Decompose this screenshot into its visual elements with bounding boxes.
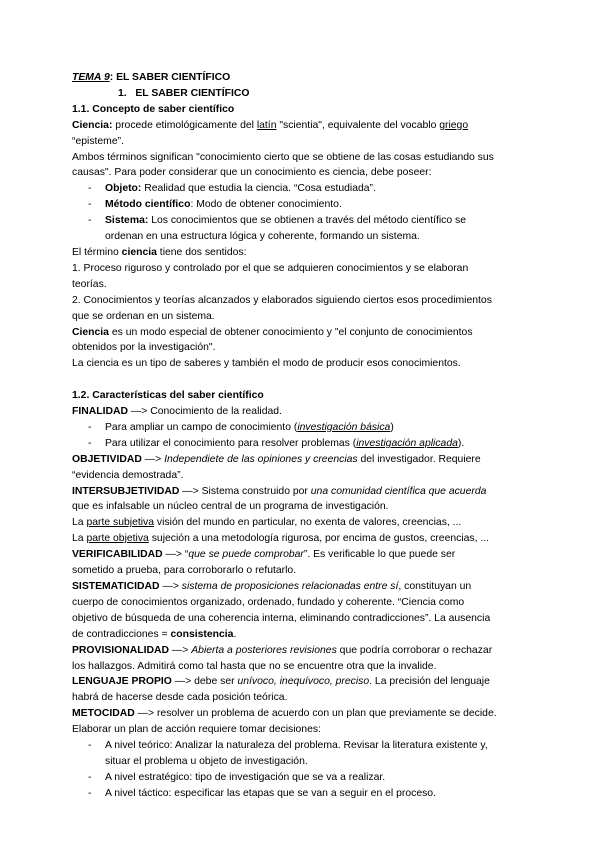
provisionalidad-cont: los hallazgos. Admitirá como tal hasta que no se encuentre otra que la invalide. [72,660,437,672]
verificabilidad-line [72,547,534,563]
bullet-dash: - [88,787,92,799]
section-1-heading [72,86,534,102]
sist-a: —> [159,580,182,592]
document-title [72,70,534,86]
finalidad-bullet-1 [72,420,534,436]
sist-b: , constituyan un [398,580,472,592]
lenguaje-line [72,674,534,690]
section-1-label: EL SABER CIENTÍFICO [135,87,250,99]
bullet-dash: - [88,215,92,227]
metocidad-bullet-1-cont: situar el problema u objeto de investigación. [105,755,308,767]
ciencia-label: Ciencia: [72,119,113,131]
ciencia-text-b: "scientia", equivalente del vocablo [276,119,440,131]
pobj-u: parte objetiva [86,533,149,545]
document-page [72,70,534,802]
griego-word: griego [439,119,469,131]
section-1-number: 1. [118,87,127,99]
bullet-text: Los conocimientos que se obtienen a través del método científico se [148,215,467,227]
bullet-dash: - [88,437,92,449]
psubj-b: visión del mundo en particular, no exenta de valores, creencias, ... [154,517,462,529]
modo-line-1 [72,325,534,341]
obj-rest: del investigador. Requiere [357,453,481,465]
sistematicidad-line-3: objetivo de búsqueda de una coherencia interna, eliminando contradicciones”. La ausencia [72,612,491,624]
sist-4a: de contradicciones = [72,628,171,640]
sentido-1-line-1: 1. Proceso riguroso y controlado por el que se adquieren conocimientos y se elaboran [72,262,469,274]
provisionalidad-line [72,643,534,659]
bullet-text: : Modo de obtener conocimiento. [190,199,342,211]
verif-em: que se puede comprobar [188,549,304,561]
leng-label: LENGUAJE PROPIO [72,676,172,688]
modo-label: Ciencia [72,326,109,338]
psubj-a: La [72,517,87,529]
ambos-line-1: Ambos términos significan "conocimiento cierto que se obtiene de las cosas estudiando sus [72,151,494,163]
bullet-dash: - [88,740,92,752]
fin-b1-a: Para ampliar un campo de conocimiento ( [105,421,298,433]
metocidad-bullet-1 [72,738,534,754]
ambos-line-2: causas". Para poder considerar que un conocimiento es ciencia, debe poseer: [72,167,432,179]
lenguaje-cont: habrá de hacerse desde cada posición teórica. [72,692,288,704]
bullet-sistema [72,213,534,229]
finalidad-label: FINALIDAD [72,406,128,418]
bullet-dash: - [88,183,92,195]
metocidad-line [72,706,534,722]
inter-em: una comunidad científica que acuerda [310,485,487,497]
prov-label: PROVISIONALIDAD [72,644,169,656]
bullet-dash: - [88,421,92,433]
fin-b2-em: investigación aplicada [356,437,458,449]
verif-b: ”. Es verificable lo que puede ser [303,549,456,561]
bullet-sistema-cont: ordenan en una estructura lógica y coherente, formando un sistema. [105,231,420,243]
sentido-1-line-2: teorías. [72,278,107,290]
leng-a: —> debe ser [171,676,238,688]
sistematicidad-line [72,579,534,595]
psubj-u: parte subjetiva [86,517,155,529]
bullet-metodo [72,197,534,213]
fin-b2-a: Para utilizar el conocimiento para resolver problemas ( [105,437,357,449]
parte-subjetiva-line [72,515,534,531]
latin-word: latín [256,119,277,131]
verif-a: —> “ [162,549,189,561]
bullet-objeto [72,181,534,197]
objetividad-line [72,452,534,468]
metocidad-cont: Elaborar un plan de acción requiere tomar decisiones: [72,724,321,736]
ciencia-definition [72,118,534,134]
sentido-2-line-1: 2. Conocimientos y teorías alcanzados y elaborados siguiendo ciertos esos procedimientos [72,294,492,306]
metocidad-bullet-3 [72,786,534,802]
ciencia-text-a: procede etimológicamente del [112,119,257,131]
fin-b1-em: investigación básica [297,421,391,433]
leng-em: unívoco, inequívoco, preciso [237,676,370,688]
obj-arrow: —> [141,453,165,465]
metocidad-bullet-2 [72,770,534,786]
title-tema: TEMA 9 [72,72,110,83]
termino-a: El término [72,246,122,258]
inter-label: INTERSUBJETIVIDAD [72,485,180,497]
bullet-label: Objeto: [105,183,142,195]
met-a: —> resolver un problema de acuerdo con un plan que previamente se decide. [134,708,497,720]
prov-a: —> [169,644,192,656]
verificabilidad-cont: sometido a prueba, para corroborarlo o refutarlo. [72,565,297,577]
title-rest: : EL SABER CIENTÍFICO [109,72,231,83]
inter-a: —> Sistema construido por [179,485,311,497]
sist-4b: consistencia [170,628,234,640]
termino-b: ciencia [121,246,157,258]
subsection-1-1-heading: 1.1. Concepto de saber científico [72,103,235,115]
met-label: METOCIDAD [72,708,135,720]
sist-4c: . [233,628,237,640]
bullet-label: Sistema: [105,215,149,227]
obj-label: OBJETIVIDAD [72,453,142,465]
prov-b: que podría corroborar o rechazar [336,644,493,656]
termino-line [72,245,534,261]
finalidad-text: —> Conocimiento de la realidad. [128,406,282,418]
sistematicidad-line-4 [72,627,534,643]
met-b2: A nivel estratégico: tipo de investigación que se va a realizar. [105,771,386,783]
verif-label: VERIFICABILIDAD [72,549,163,561]
leng-b: . La precisión del lenguaje [369,676,490,688]
intersubjetividad-cont: que es infalsable un núcleo central de un programa de investigación. [72,501,389,513]
paragraph-gap [72,372,534,388]
sist-em: sistema de proposiciones relacionadas entre sí [181,580,399,592]
bullet-label: Método científico [105,199,191,211]
fin-b1-c: ) [390,421,394,433]
pobj-a: La [72,533,87,545]
fin-b2-c: ). [457,437,465,449]
bullet-dash: - [88,771,92,783]
finalidad-line [72,404,534,420]
prov-em: Abierta a posteriores revisiones [191,644,337,656]
tipo-line: La ciencia es un tipo de saberes y también el modo de producir esos conocimientos. [72,358,461,370]
pobj-b: sujeción a una metodología rigurosa, por encima de gustos, creencias, ... [148,533,490,545]
bullet-text: Realidad que estudia la ciencia. “Cosa estudiada”. [141,183,376,195]
met-b3: A nivel táctico: especificar las etapas que se van a seguir en el proceso. [105,787,436,799]
intersubjetividad-line [72,484,534,500]
parte-objetiva-line [72,531,534,547]
modo-text: es un modo especial de obtener conocimiento y "el conjunto de conocimientos [108,326,473,338]
finalidad-bullet-2 [72,436,534,452]
sistematicidad-line-2: cuerpo de conocimientos organizado, ordenado, fundado y coherente. “Ciencia como [72,596,465,608]
bullet-dash: - [88,199,92,211]
met-b1: A nivel teórico: Analizar la naturaleza del problema. Revisar la literatura existente y, [105,740,488,752]
sist-label: SISTEMATICIDAD [72,580,160,592]
termino-c: tiene dos sentidos: [156,246,247,258]
obj-em: Independiete de las opiniones y creencias [164,453,358,465]
subsection-1-2-heading: 1.2. Características del saber científico [72,390,264,402]
sentido-2-line-2: que se ordenan en un sistema. [72,310,215,322]
objetividad-cont: “evidencia demostrada”. [72,469,184,481]
episteme-line: “episteme”. [72,135,124,147]
modo-line-2: obtenidos por la investigación". [72,342,216,354]
